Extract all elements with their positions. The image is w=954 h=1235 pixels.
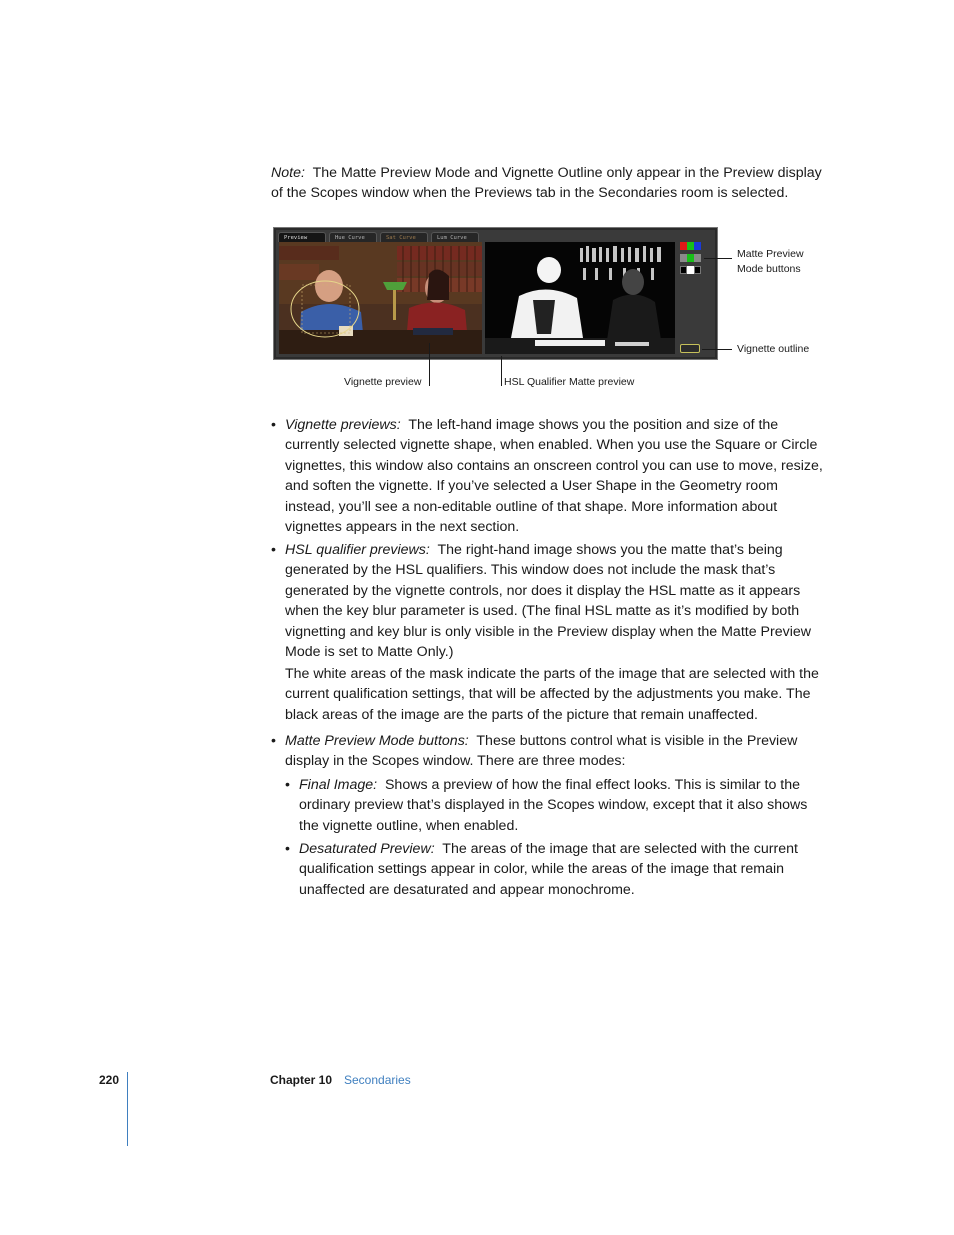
sub-bullet-final-image [299, 775, 829, 836]
hsl-matte-scene [485, 242, 675, 354]
tab-hue-curve[interactable]: Hue Curve [329, 232, 377, 242]
vignette-preview-scene [279, 242, 482, 354]
callout-matte-preview-line2: Mode buttons [737, 263, 801, 275]
mode-desaturated-gray-swatch[interactable] [680, 254, 687, 262]
callout-matte-preview-line1: Matte Preview [737, 248, 804, 260]
mode-desaturated-green-swatch[interactable] [687, 254, 694, 262]
bullet-text: The right-hand image shows you the matte that’s being generated by the HSL qualifiers. This window does not include the mask that’s generated by the vignette controls, nor does it display the HSL matte as it appears when the key blur parameter is used. (The final HSL matte as it’s modified by both vignetting and key blur is only visible in the Preview display when the Matte Preview Mode is set to Matte Only.) [285, 542, 811, 661]
sub-bullet-text: Shows a preview of how the final effect looks. This is similar to the ordinary preview that’s displayed in the Scopes window, except that it also shows the vignette outline, when enabled. [299, 777, 808, 834]
mode-final-image-blue-swatch[interactable] [694, 242, 701, 250]
leader-vignette-outline [702, 349, 732, 350]
bullet-marker: • [271, 417, 276, 433]
sub-bullet-marker: • [285, 841, 290, 857]
leader-hsl-qualifier [501, 356, 502, 386]
mode-final-image-green-swatch[interactable] [687, 242, 694, 250]
note-text: The Matte Preview Mode and Vignette Outline only appear in the Preview display of the Scopes window when the Previews tab in the Secondaries room is selected. [271, 165, 822, 202]
bullet-matte-preview-mode-buttons [285, 731, 829, 772]
mode-desaturated-gray2-swatch[interactable] [694, 254, 701, 262]
bullet-term: Matte Preview Mode buttons: [285, 733, 469, 749]
tab-sat-curve[interactable]: Sat Curve [380, 232, 428, 242]
sub-bullet-term: Final Image: [299, 777, 378, 793]
chapter-label: Chapter 10 [270, 1073, 333, 1087]
bullet-marker: • [271, 542, 276, 558]
bullet-term: HSL qualifier previews: [285, 542, 430, 558]
note-label: Note: [271, 165, 305, 181]
callout-vignette-preview: Vignette preview [344, 376, 422, 388]
bullet-term: Vignette previews: [285, 417, 401, 433]
sub-bullet-desaturated-preview [299, 839, 829, 900]
sub-bullet-marker: • [285, 777, 290, 793]
mode-matte-only-black-swatch[interactable] [680, 266, 687, 274]
scopes-preview-screenshot [273, 227, 718, 360]
note-paragraph [271, 163, 827, 204]
sub-bullet-term: Desaturated Preview: [299, 841, 435, 857]
callout-hsl-qualifier-matte-preview: HSL Qualifier Matte preview [504, 376, 635, 388]
footer-rule [127, 1072, 128, 1146]
sub-bullet-text: The areas of the image that are selected with the current qualification settings appear in color, while the areas of the image that remain unaffected are desaturated and appear monochrome. [299, 841, 798, 898]
hsl-mask-explanation: The white areas of the mask indicate the parts of the image that are selected with the current qualification settings, that will be affected by the adjustments you make. The black areas of the image are the parts of the picture that remain unaffected. [285, 666, 819, 723]
mode-final-image-red-swatch[interactable] [680, 242, 687, 250]
vignette-preview-image [279, 242, 482, 354]
callout-vignette-outline: Vignette outline [737, 343, 810, 355]
tab-preview[interactable]: Preview [278, 232, 326, 242]
preview-tab-strip [278, 232, 677, 242]
callout-matte-preview-mode-buttons [737, 247, 804, 277]
bullet-hsl-qualifier-previews [285, 540, 829, 662]
leader-vignette-preview [429, 343, 430, 386]
mode-matte-only-white-swatch[interactable] [687, 266, 694, 274]
page-number: 220 [99, 1073, 120, 1087]
chapter-title-link[interactable]: Secondaries [344, 1073, 411, 1087]
bullet-text: The left-hand image shows you the position and size of the currently selected vignette shape, when enabled. When you use the Square or Circle vignettes, this window also contains an onscreen control you can use to move, resize, and soften the vignette. If you’ve selected a User Shape in the Geometry room instead, you’ll see a non-editable outline of that shape. More information about vignettes appears in the next section. [285, 417, 823, 536]
leader-matte-preview-mode [704, 258, 732, 259]
vignette-outline-button[interactable] [680, 344, 700, 353]
mode-matte-only-black2-swatch[interactable] [694, 266, 701, 274]
bullet-text: These buttons control what is visible in the Preview display in the Scopes window. There are three modes: [285, 733, 798, 770]
tab-lum-curve[interactable]: Lum Curve [431, 232, 479, 242]
hsl-qualifier-matte-image [485, 242, 675, 354]
bullet-vignette-previews [285, 415, 829, 537]
bullet-marker: • [271, 733, 276, 749]
